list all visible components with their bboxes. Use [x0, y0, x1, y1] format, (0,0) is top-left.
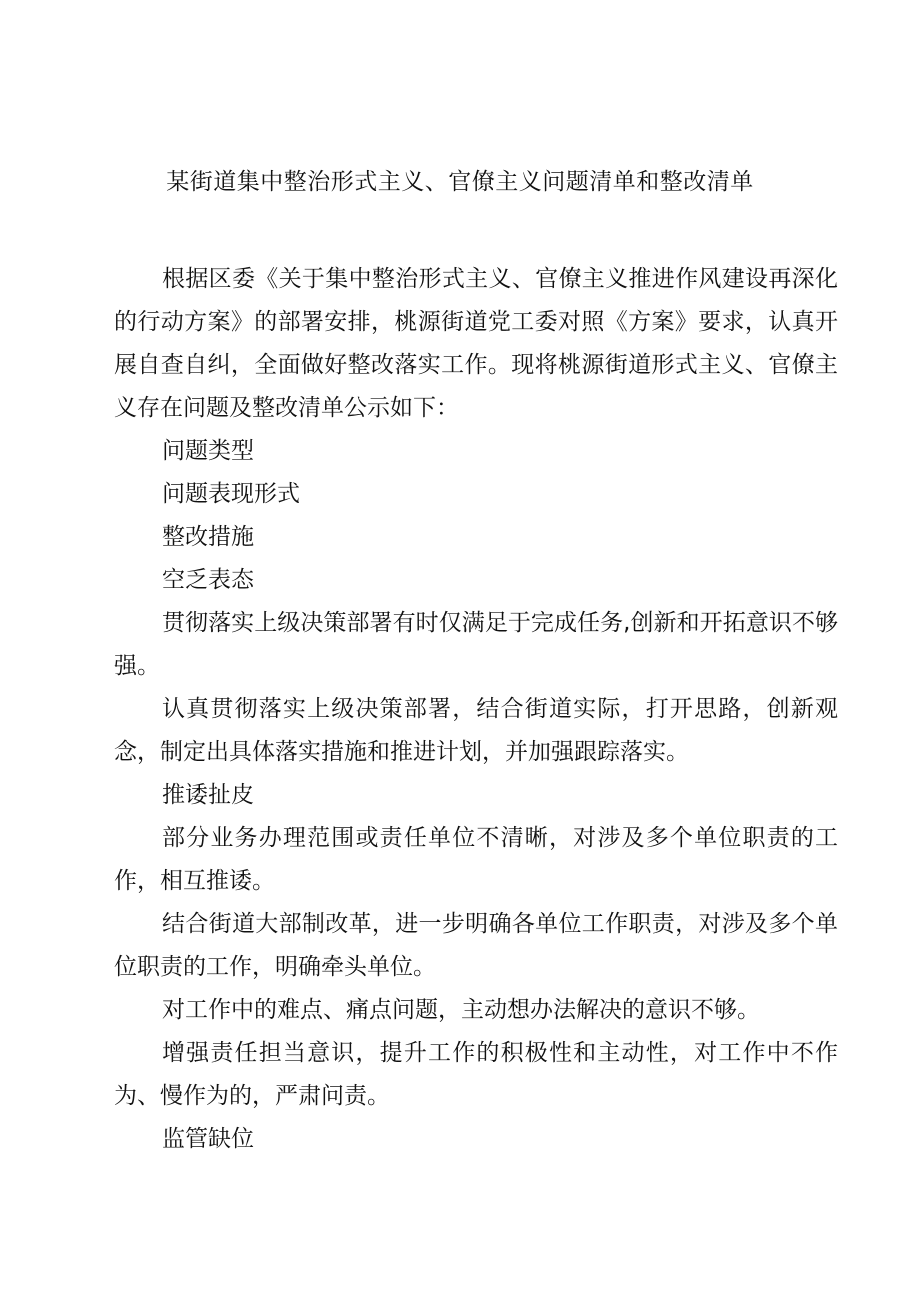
- problem-description-2: 部分业务办理范围或责任单位不清晰，对涉及多个单位职责的工作，相互推诿。: [114, 825, 838, 894]
- heading-problem-manifestation: 问题表现形式: [162, 481, 300, 507]
- heading-problem-type: 问题类型: [162, 438, 254, 464]
- rectification-measure-1: 认真贯彻落实上级决策部署，结合街道实际，打开思路，创新观念，制定出具体落实措施和推进计划，并加强跟踪落实。: [114, 696, 838, 765]
- document-title: 某街道集中整治形式主义、官僚主义问题清单和整改清单: [166, 169, 754, 195]
- problem-type-buck-passing: 推诿扯皮: [162, 782, 254, 808]
- intro-paragraph: 根据区委《关于集中整治形式主义、官僚主义推进作风建设再深化的行动方案》的部署安排，桃源街道党工委对照《方案》要求，认真开展自查自纠，全面做好整改落实工作。现将桃源街道形式主义、官僚主义存在问题及整改清单公示如下：: [114, 266, 838, 421]
- heading-rectification-measures: 整改措施: [162, 524, 254, 550]
- document-body: [114, 258, 838, 1161]
- problem-description-3: 对工作中的难点、痛点问题，主动想办法解决的意识不够。: [162, 997, 760, 1023]
- problem-type-empty-statements: 空乏表态: [162, 567, 254, 593]
- rectification-measure-2: 结合街道大部制改革，进一步明确各单位工作职责，对涉及多个单位职责的工作，明确牵头单位。: [114, 911, 838, 980]
- rectification-measure-3: 增强责任担当意识，提升工作的积极性和主动性，对工作中不作为、慢作为的，严肃问责。: [114, 1040, 838, 1109]
- problem-type-supervision-absent: 监管缺位: [162, 1126, 254, 1152]
- problem-description-1: 贯彻落实上级决策部署有时仅满足于完成任务,创新和开拓意识不够强。: [114, 610, 838, 679]
